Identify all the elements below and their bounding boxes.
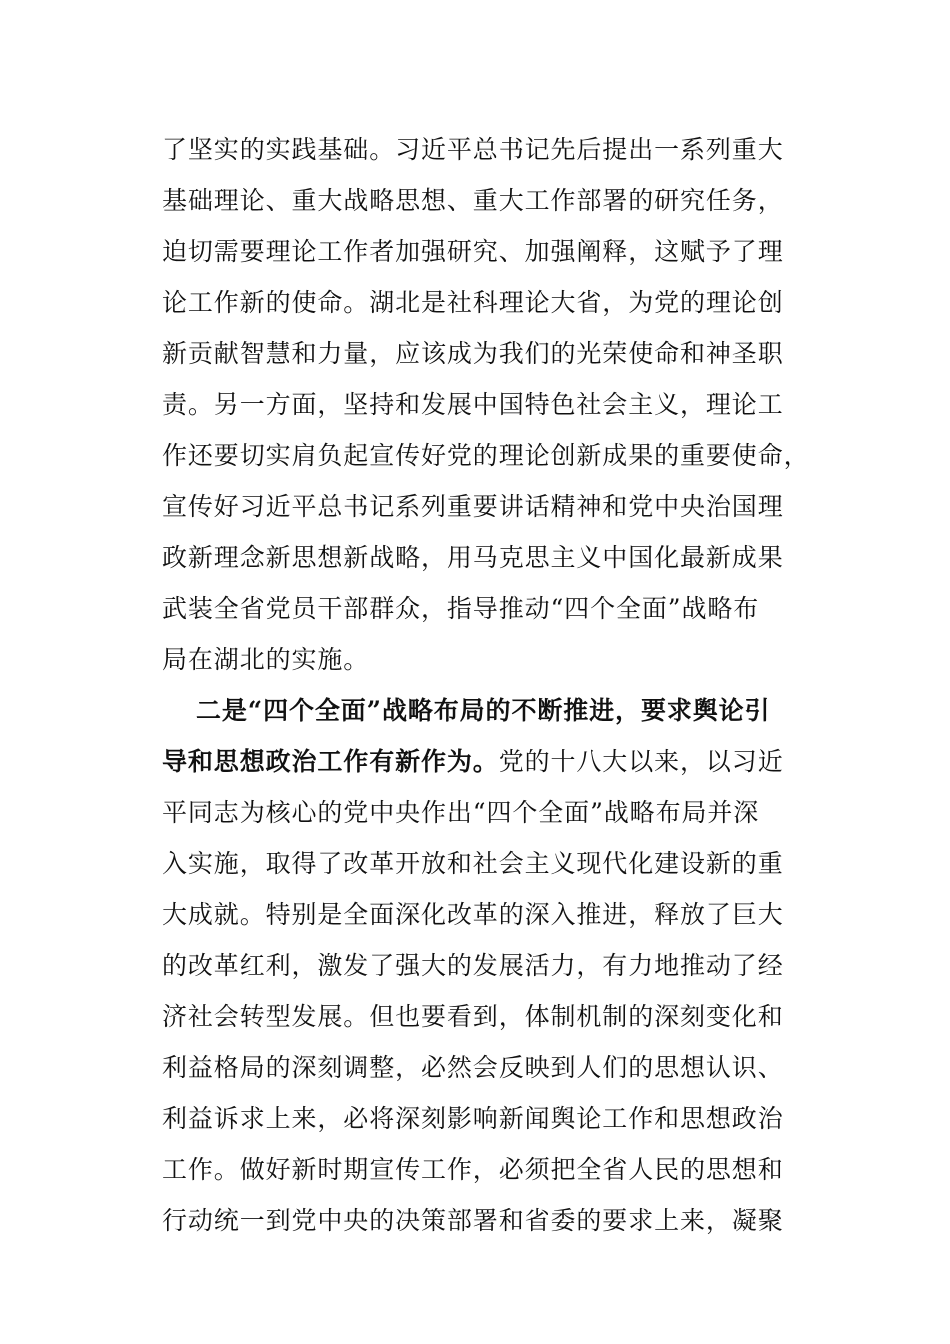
paragraph-1-line: 了坚实的实践基础。习近平总书记先后提出一系列重大	[162, 135, 784, 164]
paragraph-1-line: 作还要切实肩负起宣传好党的理论创新成果的重要使命，	[162, 441, 810, 470]
paragraph-2-heading-end: 导和思想政治工作有新作为。	[162, 747, 499, 776]
paragraph-2-line: 大成就。特别是全面深化改革的深入推进，释放了巨大	[162, 900, 784, 929]
paragraph-2-line: 利益诉求上来，必将深刻影响新闻舆论工作和思想政治	[162, 1104, 784, 1133]
paragraph-2-line: 利益格局的深刻调整，必然会反映到人们的思想认识、	[162, 1053, 784, 1082]
paragraph-2-line: 入实施，取得了改革开放和社会主义现代化建设新的重	[162, 849, 784, 878]
paragraph-2-line: 平同志为核心的党中央作出“四个全面”战略布局并深	[162, 798, 760, 827]
paragraph-2-heading: 二是“四个全面”战略布局的不断推进，要求舆论引	[196, 696, 771, 725]
paragraph-1-line: 局在湖北的实施。	[162, 645, 370, 674]
paragraph-1-line: 武装全省党员干部群众，指导推动“四个全面”战略布	[162, 594, 760, 623]
paragraph-1-line: 责。另一方面，坚持和发展中国特色社会主义，理论工	[162, 390, 784, 419]
paragraph-1-line: 基础理论、重大战略思想、重大工作部署的研究任务，	[162, 186, 784, 215]
paragraph-2-line: 济社会转型发展。但也要看到，体制机制的深刻变化和	[162, 1002, 784, 1031]
paragraph-1-line: 迫切需要理论工作者加强研究、加强阐释，这赋予了理	[162, 237, 784, 266]
paragraph-2-line-mixed	[162, 742, 784, 782]
paragraph-1-line: 论工作新的使命。湖北是社科理论大省，为党的理论创	[162, 288, 784, 317]
paragraph-2-line: 的改革红利，激发了强大的发展活力，有力地推动了经	[162, 951, 784, 980]
paragraph-2-line: 行动统一到党中央的决策部署和省委的要求上来，凝聚	[162, 1206, 784, 1235]
paragraph-2-text-start: 党的十八大以来，以习近	[498, 747, 784, 776]
paragraph-2-line: 工作。做好新时期宣传工作，必须把全省人民的思想和	[162, 1155, 784, 1184]
paragraph-1-line: 宣传好习近平总书记系列重要讲话精神和党中央治国理	[162, 492, 784, 521]
paragraph-1-line: 新贡献智慧和力量，应该成为我们的光荣使命和神圣职	[162, 339, 784, 368]
paragraph-1-line: 政新理念新思想新战略，用马克思主义中国化最新成果	[162, 543, 784, 572]
